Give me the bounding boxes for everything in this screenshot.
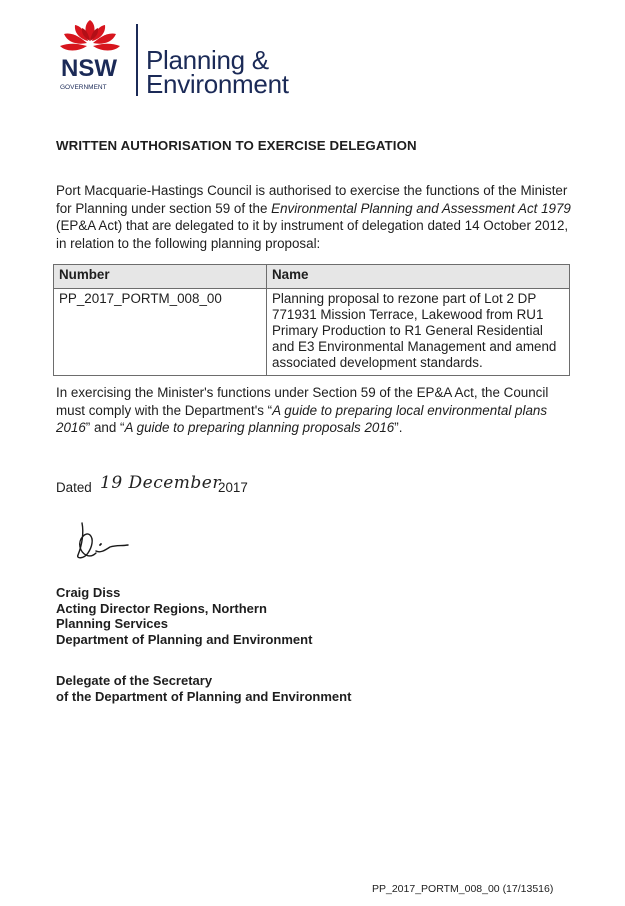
exercise-paragraph (56, 384, 576, 437)
signatory-title-2: Planning Services (56, 616, 168, 632)
exercise-part3: ”. (394, 420, 403, 435)
signatory-title-1: Acting Director Regions, Northern (56, 600, 267, 616)
dated-label: Dated (56, 480, 92, 495)
column-header-number: Number (54, 265, 267, 289)
delegate-line-1: Delegate of the Secretary (56, 673, 213, 688)
proposal-number-cell: PP_2017_PORTM_008_00 (54, 289, 267, 376)
table-header-row (54, 265, 570, 289)
logo-environment-text: Environment (146, 69, 289, 99)
guide-lep-title: A guide to preparing local environmental plans 2016 (56, 402, 548, 435)
handwritten-signature (70, 515, 140, 565)
handwritten-date: 19 December (100, 473, 221, 493)
logo-divider (136, 24, 138, 96)
delegate-block (56, 673, 351, 704)
dated-year: 2017 (218, 480, 248, 495)
signatory-block (56, 585, 312, 647)
logo-planning-text: Planning & (146, 45, 269, 75)
proposal-name-cell: Planning proposal to rezone part of Lot 2 DP 771931 Mission Terrace, Lakewood from RU1 Primary Production to R1 General Residential and E3 Environmental Management and amend associated development standards. (267, 289, 570, 376)
document-heading: WRITTEN AUTHORISATION TO EXERCISE DELEGATION (56, 138, 417, 153)
government-wordmark: GOVERNMENT (60, 84, 107, 91)
intro-part2: (EP&A Act) that are delegated to it by instrument of delegation dated 14 October 2012, in relation to the following planning proposal: (56, 218, 569, 251)
nsw-wordmark: NSW (61, 55, 117, 82)
proposal-table (53, 264, 570, 376)
waratah-flower-icon (60, 20, 120, 51)
intro-part1: Port Macquarie-Hastings Council is authorised to exercise the functions of the Minister for Planning under section 59 of the (56, 183, 568, 216)
exercise-part1: In exercising the Minister's functions under Section 59 of the EP&A Act, the Council must comply with the Department's “ (56, 385, 549, 418)
exercise-part2: ” and “ (85, 420, 125, 435)
signatory-department: Department of Planning and Environment (56, 631, 313, 647)
column-header-name: Name (267, 265, 570, 289)
table-row (54, 289, 570, 376)
signatory-name: Craig Diss (56, 585, 121, 600)
footer-reference: PP_2017_PORTM_008_00 (17/13516) (372, 883, 554, 895)
intro-paragraph (56, 182, 576, 252)
act-title: Environmental Planning and Assessment Act 1979 (271, 200, 571, 216)
guide-pp-title: A guide to preparing planning proposals 2016 (124, 420, 395, 435)
delegate-line-2: of the Department of Planning and Environment (56, 688, 352, 704)
